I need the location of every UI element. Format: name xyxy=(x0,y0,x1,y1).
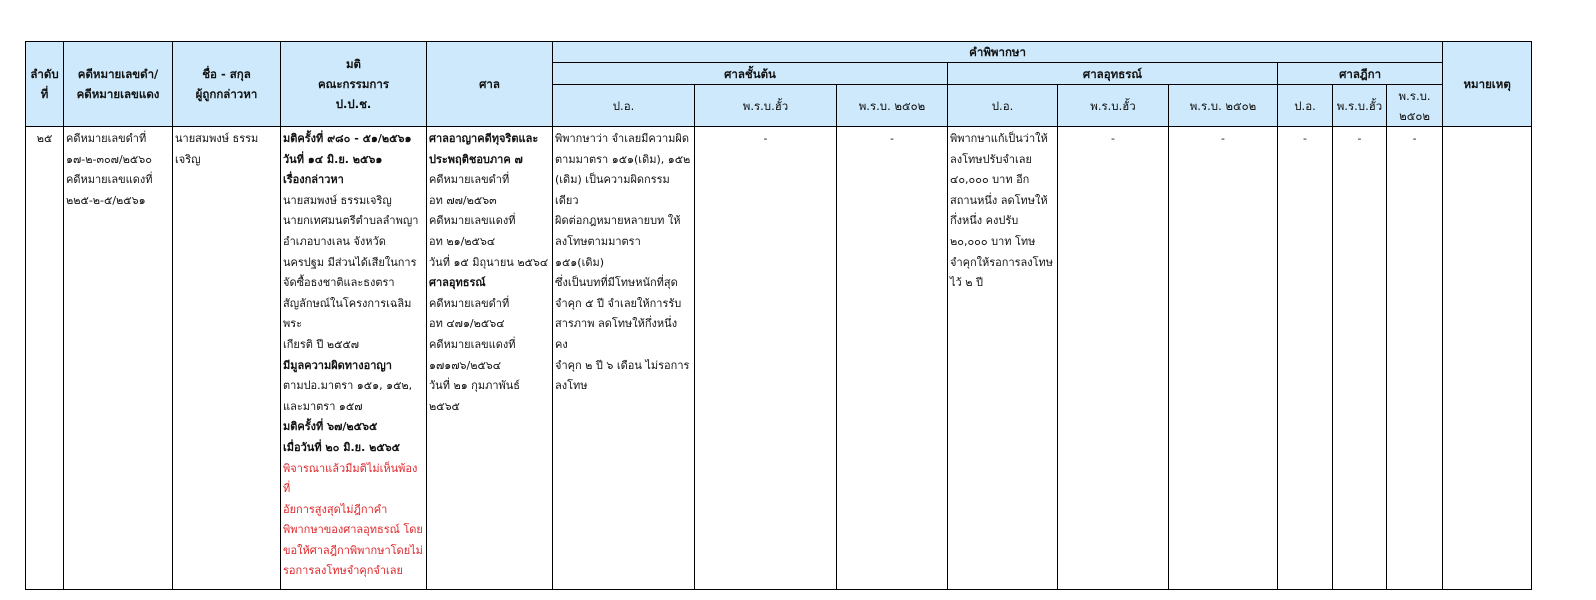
cell-name: นายสมพงษ์ ธรรมเจริญ xyxy=(173,127,281,590)
cell-appeal-pa: พิพากษาแก้เป็นว่าให้ ลงโทษปรับจำเลย ๔๐,๐๐๐ บาท อีก สถานหนึ่ง ลดโทษให้ กึ่งหนึ่ง คงปรับ ๒๐,๐๐๐ บาท โทษ จำคุกให้รอการลงโทษ ไว้ ๒ ปี xyxy=(948,127,1058,590)
header-case-no: คดีหมายเลขดำ/ คดีหมายเลขแดง xyxy=(64,42,173,127)
cell-court: ศาลอาญาคดีทุจริตและ ประพฤติชอบภาค ๗ คดีหมายเลขดำที่ อท ๗๗/๒๕๖๓ คดีหมายเลขแดงที่ อท ๒๑/๒๕๖๔ วันที่ ๑๕ มิถุนายน ๒๕๖๔ ศาลอุทธรณ์ คดีหมายเลขดำที่ อท ๔๗๑/๒๕๖๔ คดีหมายเลขแดงที่ ๑๗๑๗๖/๒๕๖๔ วันที่ ๒๑ กุมภาพันธ์ ๒๕๖๕ xyxy=(427,127,553,590)
header-court-first: ศาลชั้นต้น xyxy=(553,63,948,85)
header-judgment: คำพิพากษา xyxy=(553,42,1443,63)
cell-first-pra: - xyxy=(695,127,837,590)
resolution-note: พิจารณาแล้วมีมติไม่เห็นพ้องที่ xyxy=(283,461,418,496)
header-appeal-pa: ป.อ. xyxy=(948,85,1058,127)
cell-first-pa: พิพากษาว่า จำเลยมีความผิด ตามมาตรา ๑๕๑(เดิม), ๑๕๒ (เดิม) เป็นความผิดกรรมเดียว ผิดต่อกฎหมายหลายบท ให้ ลงโทษตามมาตรา ๑๕๑(เดิม) ซึ่งเป็นบทที่มีโทษหนักที่สุด จำคุก ๕ ปี จำเลยให้การรับ สารภาพ ลดโทษให้กึ่งหนึ่ง คง จำคุก ๒ ปี ๖ เดือน ไม่รอการ ลงโทษ xyxy=(553,127,695,590)
header-first-pa: ป.อ. xyxy=(553,85,695,127)
header-supreme-pa: ป.อ. xyxy=(1278,85,1333,127)
header-supreme-pr2502: พ.ร.บ. ๒๕๐๒ xyxy=(1387,85,1443,127)
table-row xyxy=(26,127,1532,590)
cell-remark xyxy=(1443,127,1532,590)
cell-case-no: คดีหมายเลขดำที่ ๑๗-๒-๓๐๗/๒๕๖๐ คดีหมายเลขแดงที่ ๒๒๕-๒-๕/๒๕๖๑ xyxy=(64,127,173,590)
header-supreme-pra: พ.ร.บ.ฮั้ว xyxy=(1333,85,1387,127)
cell-supreme-pr2502: - xyxy=(1387,127,1443,590)
judgment-table xyxy=(25,41,1532,590)
header-order: ลำดับ ที่ xyxy=(26,42,64,127)
cell-resolution: มติครั้งที่ ๙๘๐ - ๕๑/๒๕๖๑ วันที่ ๑๔ มิ.ย. ๒๕๖๑ เรื่องกล่าวหา นายสมพงษ์ ธรรมเจริญ นายกเทศมนตรีตำบลลำพญา อำเภอบางเลน จังหวัด นครปฐม มีส่วนได้เสียในการ จัดซื้อธงชาติและธงตรา สัญลักษณ์ในโครงการเฉลิมพระ เกียรติ ปี ๒๕๕๗ มีมูลความผิดทางอาญา ตามปอ.มาตรา ๑๕๑, ๑๕๒, และมาตรา ๑๕๗ มติครั้งที่ ๖๗/๒๕๖๕ เมื่อวันที่ ๒๐ มิ.ย. ๒๕๖๕ พิจารณาแล้วมีมติไม่เห็นพ้องที่ อัยการสูงสุดไม่ฎีกาคำ พิพากษาของศาลอุทธรณ์ โดย ขอให้ศาลฎีกาพิพากษาโดยไม่ รอการลงโทษจำคุกจำเลย xyxy=(281,127,427,590)
header-court-supreme: ศาลฎีกา xyxy=(1278,63,1443,85)
header-first-pr2502: พ.ร.บ. ๒๕๐๒ xyxy=(837,85,948,127)
cell-supreme-pa: - xyxy=(1278,127,1333,590)
header-name: ชื่อ - สกุล ผู้ถูกกล่าวหา xyxy=(173,42,281,127)
header-first-pra: พ.ร.บ.ฮั้ว xyxy=(695,85,837,127)
cell-order: ๒๕ xyxy=(26,127,64,590)
cell-supreme-pra: - xyxy=(1333,127,1387,590)
cell-appeal-pra: - xyxy=(1058,127,1169,590)
header-appeal-pr2502: พ.ร.บ. ๒๕๐๒ xyxy=(1169,85,1278,127)
cell-first-pr2502: - xyxy=(837,127,948,590)
header-court-appeal: ศาลอุทธรณ์ xyxy=(948,63,1278,85)
cell-appeal-pr2502: - xyxy=(1169,127,1278,590)
header-court: ศาล xyxy=(427,42,553,127)
header-resolution: มติ คณะกรรมการ ป.ป.ช. xyxy=(281,42,427,127)
header-remark: หมายเหตุ xyxy=(1443,42,1532,127)
header-appeal-pra: พ.ร.บ.ฮั้ว xyxy=(1058,85,1169,127)
